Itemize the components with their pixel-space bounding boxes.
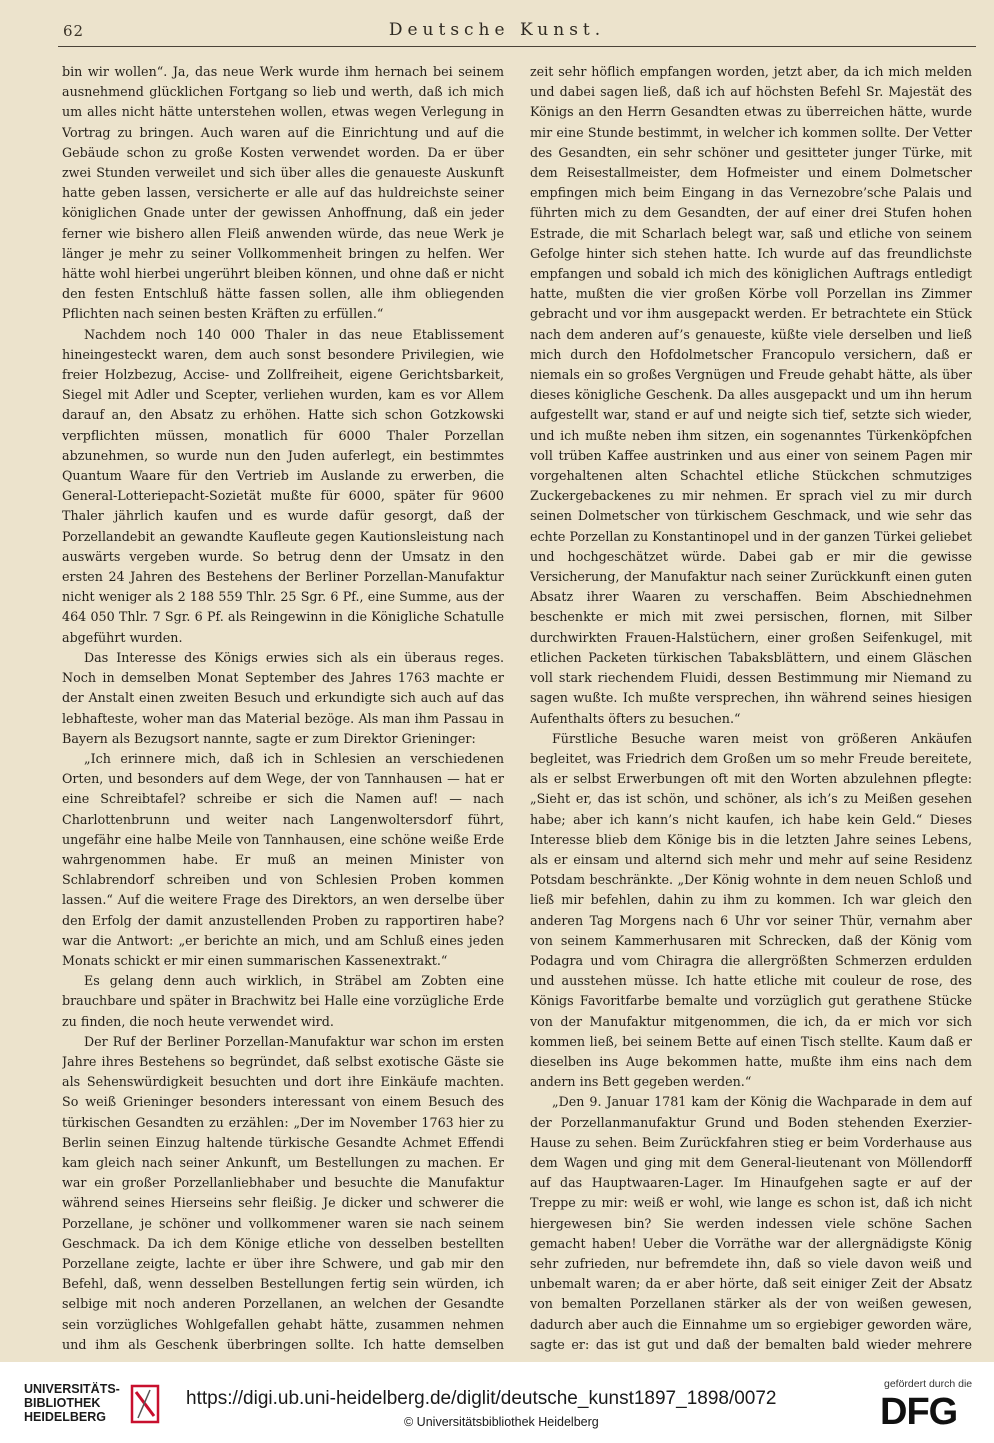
funder-caption: gefördert durch die — [884, 1378, 973, 1390]
paragraph: Es gelang denn auch wirklich, in Sträbel am Zobten eine brauchbare und später in Brachwitz bei Halle eine vorzügliche Erde zu finden, die noch heute verwendet wird. — [62, 973, 504, 1029]
paragraph: Fürstliche Besuche waren meist von größeren Ankäufen begleitet, was Friedrich dem Großen um so mehr Freude bereitete, als er selbst Erwerbungen oft mit den Worten abzulehnen pflegte: „Sieht er, das ist schön, und schöner, als ich’s zu Meißen gesehen habe; aber ich kann’s nicht kaufen, ich habe kein Geld.“ Dieses Interesse blieb dem Könige bis in die letzten Jahre seines Lebens, als er einsam und alternd sich mehr und mehr auf seine Residenz Potsdam beschränkte. „Der König wohnte in dem neuen Schloß und ließ mir befehlen, dahin zu ihm zu kommen. Ich war gleich den anderen Tag Morgens nach 6 Uhr vor seiner Thür, vernahm aber von seinem Kammerhusaren mit Schrecken, daß der König vom Podagra und vom Chiragra die allergrößten Schmerzen erdulden und ausstehen müsse. Ich hatte etliche mit couleur de rose, des Königs Favoritfarbe bemalte und vorzüglich gut gerathene Stücke von der Manufaktur mitgenommen, die ich, da er mich vor sich kommen ließ, bei seinem Bette auf einen Tisch stellte. Kaum daß er dieselben ins Auge bekommen hatte, mußte ihm eins nach dem andern ins Bett gegeben werden.“ — [530, 730, 972, 1090]
dfg-logo-mark: DFG — [880, 1391, 958, 1433]
paragraph: Das Interesse des Königs erwies sich als ein überaus reges. Noch in demselben Monat September des Jahres 1763 machte er der Anstalt einen zweiten Besuch und erkundigte sich auch auf das lebhafteste, woher man das Material bezöge. Als man ihm Passau in Bayern als Bezugsort nannte, sagte er zum Direktor Grieninger: — [62, 649, 504, 746]
running-head: Deutsche Kunst. — [388, 20, 606, 40]
paragraph: zeit sehr höflich empfangen worden, jetzt aber, da ich mich melden und dabei sagen ließ, daß ich auf höchsten Befehl Sr. Majestät des Königs an den Herrn Gesandten etwas zu überreichen hätte, wurde mir eine Stunde bestimmt, in welcher ich kommen sollte. Der Vetter des Gesandten, ein sehr schöner und gesitteter junger Türke, mit dem Reisestallmeister, dem Hofmeister und einem Dolmetscher empfingen mich beim Eingang in das Vernezobre’sche Palais und führten mich zu dem Gesandten, der auf einer drei Stufen hohen Estrade, die mit Scharlach belegt war, saß und etliche von seinem Gefolge hinter sich stehen hatte. Ich wurde auf das freundlichste empfangen und sobald ich mich des königlichen Auftrags entledigt hatte, mußten die vier großen Körbe voll Porzellan ins Zimmer gebracht und vor ihm ausgepackt werden. Er betrachtete ein Stück nach dem anderen auf’s genaueste, küßte viele derselben und ließ mich durch den Hofdolmetscher Francopulo versichern, daß er niemals ein so großes Vergnügen und Freude gehabt hätte, als über dieses königliche Geschenk. Da alles ausgepackt und um ihn herum aufgestellt war, stand er auf und neigte sich tief, setzte sich wieder, und ich mußte neben ihm sitzen, ein sogenanntes Türkenköpfchen voll trüben Kaffee austrinken und aus einer von seinem Pagen mir vorgehaltenen alten Schachtel etliche Stückchen schmutziges Zuckergebackenes zu mir nehmen. Er sprach viel zu mir durch seinen Dolmetscher von türkischem Geschmack, und wie sehr das echte Porzellan zu Konstantinopel und in der ganzen Türkei geliebet und hochgeschätzet würde. Dabei gab er mir die gewisse Versicherung, der Manufaktur nach seiner Zurückkunft einen guten Absatz ihrer Waaren zu verschaffen. Beim Abschiednehmen beschenkte er mich mit zwei persischen, flornen, mit Silber durchwirkten Frauen-Halstüchern, einer großen Seifenkugel, mit etlichen Packeten türkischen Tabaksblättern, und einem Gläschen voll stark riechendem Fluidi, dessen Bestimmung mir Niemand zu sagen wußte. Ich mußte versprechen, ihn während seines hiesigen Aufenthalts öfters zu besuchen.“ — [530, 64, 972, 726]
right-text-column — [530, 62, 972, 1352]
library-logo-icon — [128, 1382, 162, 1426]
paragraph: bin wir wollen“. Ja, das neue Werk wurde ihm hernach bei seinem ausnehmend glücklichen Fortgang so lieb und werth, daß ich mich um alles nicht hätte unterstehen wollen, etwas wegen Verlegung in Vortrag zu bringen. Auch waren auf die Einrichtung und auf die Gebäude schon zu große Kosten verwendet worden. Da er über zwei Stunden verweilet und sich über alles die genaueste Auskunft hatte geben lassen, versicherte er alle auf das huldreichste seiner königlichen Gnade unter der gewissen Anhoffnung, daß ein jeder ferner wie bishero allen Fleiß anwenden würde, das neue Werk je länger je mehr zu seiner Vollkommenheit bringen zu helfen. Wer hätte wohl hierbei ungerührt bleiben können, und ohne daß er nicht den festen Entschluß hätte fassen sollen, alle ihm obliegenden Pflichten nach seinen besten Kräften zu erfüllen.“ — [62, 64, 504, 322]
page-number: 62 — [63, 22, 85, 40]
university-library-logo[interactable] — [24, 1382, 174, 1428]
paragraph: „Ich erinnere mich, daß ich in Schlesien an verschiedenen Orten, und besonders auf dem Wege, der von Tannhausen — hat er eine Schreibtafel? schreibe er sich die Namen auf! — nach Charlottenbrunn und weiter nach Langenwoltersdorf führt, ungefähr eine halbe Meile von Tannhausen, eine schöne weiße Erde wahrgenommen habe. Er muß an meinen Minister von Schlabrendorf schreiben und von Schlesien Proben kommen lassen.“ Auf die weitere Frage des Direktors, an wen derselbe über den Erfolg der damit anzustellenden Proben zu rapportiren habe? war die Antwort: „er berichte an mich, und am Schluß eines jeden Monats schickt er mir einen summarischen Kassenextrakt.“ — [62, 750, 504, 968]
digitization-footer — [0, 1362, 994, 1443]
permalink-url[interactable]: https://digi.ub.uni-heidelberg.de/diglit/deutsche_kunst1897_1898/0072 — [186, 1388, 777, 1409]
paragraph: „Den 9. Januar 1781 kam der König die Wachparade in dem auf der Porzellanmanufaktur Grund und Boden stehenden Exerzier-Hause zu sehen. Beim Zurückfahren stieg er beim Vorderhause aus dem Wagen und ging mit dem General-lieutenant von Möllendorff auf das Hauptwaaren-Lager. Im Hinaufgehen sagte er auf der Treppe zu mir: weiß er wohl, wie lange es schon ist, daß ich nicht hiergewesen bin? Sie werden indessen viele schöne Sachen gemacht haben! Ueber die Vorräthe war der allergnädigste König sehr zufrieden, nur befremdete ihn, daß so viele davon weiß und unbemalt waren; da er aber hörte, daß seit einiger Zeit der Absatz von bemalten Porzellanen stärker als der von weißen gewesen, dadurch aber auch die Einnahme um so ergiebiger geworden wäre, sagte er: das ist gut und daß der bemalten bald wieder mehrere — [530, 1094, 972, 1352]
header-rule — [58, 46, 976, 47]
paragraph: Nachdem noch 140 000 Thaler in das neue Etablissement hineingesteckt waren, dem auch sonst besondere Privilegien, wie freier Holzbezug, Accise- und Zollfreiheit, eigene Gerichtsbarkeit, Siegel mit Adler und Scepter, verliehen wurden, kam es vor Allem darauf an, den Absatz zu erhöhen. Hatte sich schon Gotzkowski verpflichten müssen, monatlich für 6000 Thaler Porzellan abzunehmen, so wurde nun den Juden auferlegt, ein bestimmtes Quantum Waare für den Vertrieb im Auslande zu erwerben, die General-Lotteriepacht-Sozietät mußte für 6000, später für 9600 Thaler jährlich kaufen und es wurde dafür gesorgt, daß der Porzellandebit an gewandte Kaufleute gegen Kautionsleistung nach auswärts vergeben wurde. So betrug denn der Umsatz in den ersten 24 Jahren des Bestehens der Berliner Porzellan-Manufaktur nicht weniger als 2 188 559 Thlr. 25 Sgr. 6 Pf., eine Summe, aus der 464 050 Thlr. 7 Sgr. 6 Pf. als Reingewinn in die Königliche Schatulle abgeführt wurden. — [62, 326, 504, 645]
paragraph: Der Ruf der Berliner Porzellan-Manufaktur war schon im ersten Jahre ihres Bestehens so begründet, daß selbst exotische Gäste sie als Sehenswürdigkeit besuchten und dort ihre Einkäufe machten. So weiß Grieninger besonders interessant von einem Besuch des türkischen Gesandten zu erzählen: „Der im November 1763 hier zu Berlin seinen Einzug haltende türkische Gesandte Achmet Effendi kam gleich nach seiner Ankunft, um Bestellungen zu machen. Er war ein großer Porzellanliebhaber und besuchte die Manufaktur während seines Hierseins sehr fleißig. Je dicker und schwerer die Porzellane, je schöner und vollkommener waren sie nach seinem Geschmack. Da ich dem Könige etliche von desselben bestellten Porzellane zeigte, lachte er über ihre Schwere, und gab mir den Befehl, daß, wenn desselben Bestellungen fertig sein würden, ich selbige mit noch anderen Porzellanen, an welchen der Gesandte sein vorzügliches Wohlgefallen gehabt hätte, zusammen nehmen und ihm als Geschenk überbringen sollte. Ich hatte demselben — [62, 1033, 504, 1352]
dfg-funder-logo[interactable] — [862, 1378, 982, 1434]
copyright-notice: © Universitätsbibliothek Heidelberg — [404, 1415, 599, 1429]
left-text-column — [62, 62, 504, 1352]
library-name: UNIVERSITÄTS- BIBLIOTHEK HEIDELBERG — [24, 1382, 120, 1424]
